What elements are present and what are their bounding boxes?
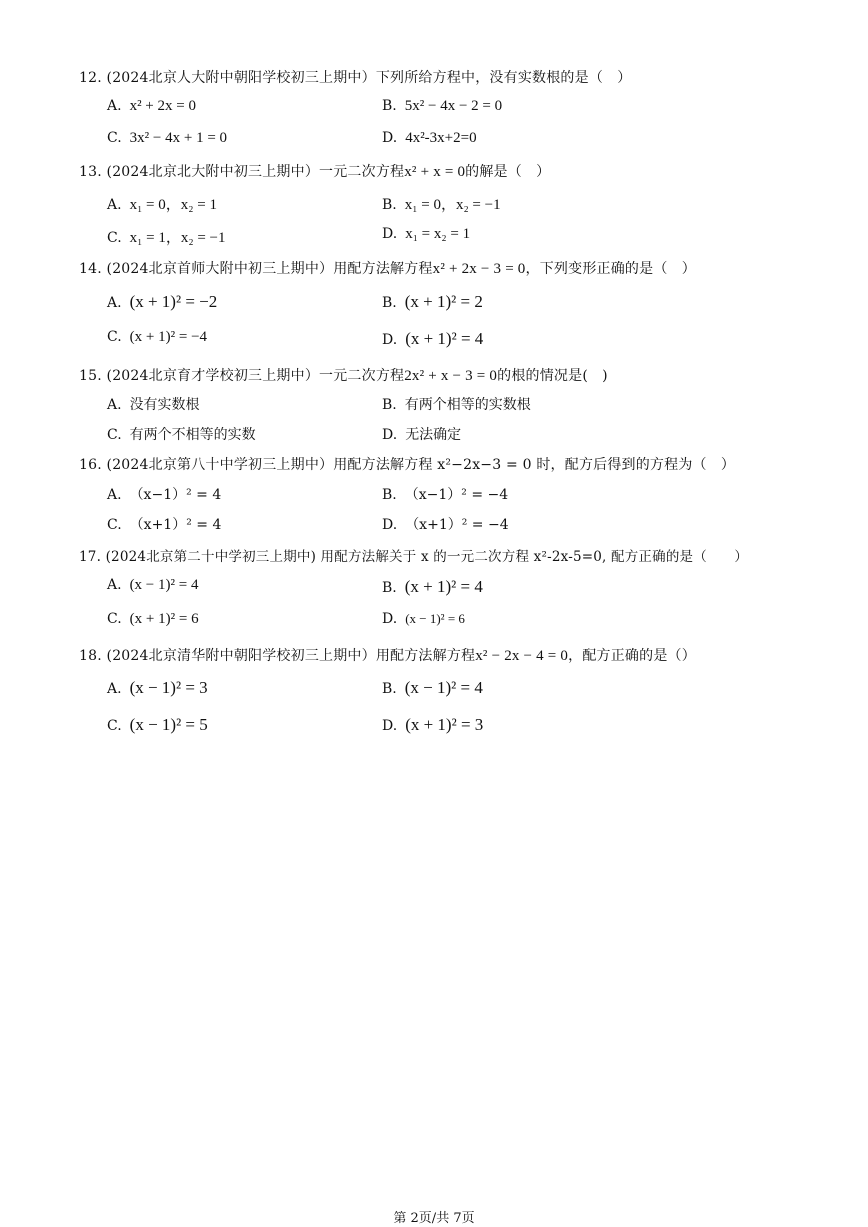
question-17-stem — [79, 545, 748, 565]
q12-option-d: D. 4x²-3x+2=0 — [382, 130, 477, 146]
question-14-stem: 14. (2024北京首师大附中初三上期中）用配方法解方程x² + 2x − 3 = 0，下列变形正确的是（ ） — [79, 261, 696, 277]
question-equation: x² + x = 0 — [404, 164, 466, 180]
question-equation: x² + 2x − 3 = 0 — [432, 261, 526, 277]
q18-option-a: A. (x − 1)² = 3 — [107, 678, 208, 697]
q18-option-c: C. (x − 1)² = 5 — [107, 715, 208, 734]
question-text: (2024北京清华附中朝阳学校初三上期中）用配方法解方程 — [106, 648, 476, 664]
q15-option-c: C. 有两个不相等的实数 — [107, 427, 256, 443]
q17-option-a: A. (x − 1)² = 4 — [107, 577, 199, 593]
q13-option-b: B. x₁ = 0，x₂ = −1 — [382, 197, 501, 213]
q15-option-d: D. 无法确定 — [382, 427, 462, 443]
question-number: 12. — [79, 70, 102, 86]
q17-option-c: C. (x + 1)² = 6 — [107, 611, 199, 627]
q13-option-a: A. x₁ = 0，x₂ = 1 — [107, 197, 217, 213]
q12-option-b: B. 5x² − 4x − 2 = 0 — [382, 98, 503, 114]
question-13-stem: 13. (2024北京北大附中初三上期中）一元二次方程x² + x = 0的解是（ ） — [79, 164, 551, 180]
question-number: 17. — [79, 549, 102, 565]
question-text: (2024北京人大附中朝阳学校初三上期中）下列所给方程中，没有实数根的是（ ） — [106, 70, 632, 86]
q16-option-b: B. （x−1）² = −4 — [382, 487, 509, 503]
q16-option-d: D. （x+1）² = −4 — [382, 517, 509, 533]
q18-option-d: D. (x + 1)² = 3 — [382, 715, 484, 734]
question-number: 18. — [79, 648, 102, 664]
question-12-stem — [79, 67, 631, 87]
q13-option-c: C. x₁ = 1，x₂ = −1 — [107, 230, 226, 246]
question-equation: x² − 2x − 4 = 0 — [475, 648, 569, 664]
question-text: (2024北京北大附中初三上期中）一元二次方程 — [106, 164, 405, 180]
question-text: (2024北京第八十中学初三上期中）用配方法解方程 x²−2x−3 = 0 时，配方后得到的方程为（ ） — [106, 457, 736, 473]
question-number: 16. — [79, 457, 102, 473]
question-18-stem: 18. (2024北京清华附中朝阳学校初三上期中）用配方法解方程x² − 2x − 4 = 0，配方正确的是（） — [79, 648, 696, 664]
question-text: (2024北京首师大附中初三上期中）用配方法解方程 — [106, 261, 433, 277]
question-16-stem — [79, 454, 735, 474]
question-text: (2024北京第二十中学初三上期中) 用配方法解关于 x 的一元二次方程 x²-2x-5=0, 配方正确的是（ ） — [105, 549, 749, 565]
question-15-stem: 15. (2024北京育才学校初三上期中）一元二次方程2x² + x − 3 = 0的根的情况是( ) — [79, 368, 608, 384]
q13-option-d: D. x₁ = x₂ = 1 — [382, 226, 471, 242]
q14-option-a: A. (x + 1)² = −2 — [107, 292, 218, 311]
q14-option-b: B. (x + 1)² = 2 — [382, 292, 483, 311]
question-number: 13. — [79, 164, 102, 180]
q15-option-b: B. 有两个相等的实数根 — [382, 397, 531, 413]
q12-option-c: C. 3x² − 4x + 1 = 0 — [107, 130, 228, 146]
q17-option-d: D. (x − 1)² = 6 — [382, 611, 465, 627]
q17-option-b: B. (x + 1)² = 4 — [382, 577, 483, 596]
question-number: 15. — [79, 368, 102, 384]
page-number-footer: 第 2页/共 7页 — [393, 1211, 475, 1226]
q15-option-a: A. 没有实数根 — [107, 397, 200, 413]
q18-option-b: B. (x − 1)² = 4 — [382, 678, 483, 697]
q16-option-a: A. （x−1）² = 4 — [107, 487, 222, 503]
question-equation: 2x² + x − 3 = 0 — [404, 368, 498, 384]
q16-option-c: C. （x+1）² = 4 — [107, 517, 222, 533]
q14-option-d: D. (x + 1)² = 4 — [382, 329, 484, 348]
q12-option-a: A. x² + 2x = 0 — [107, 98, 196, 114]
q14-option-c: C. (x + 1)² = −4 — [107, 329, 208, 345]
question-text: (2024北京育才学校初三上期中）一元二次方程 — [106, 368, 405, 384]
question-number: 14. — [79, 261, 102, 277]
